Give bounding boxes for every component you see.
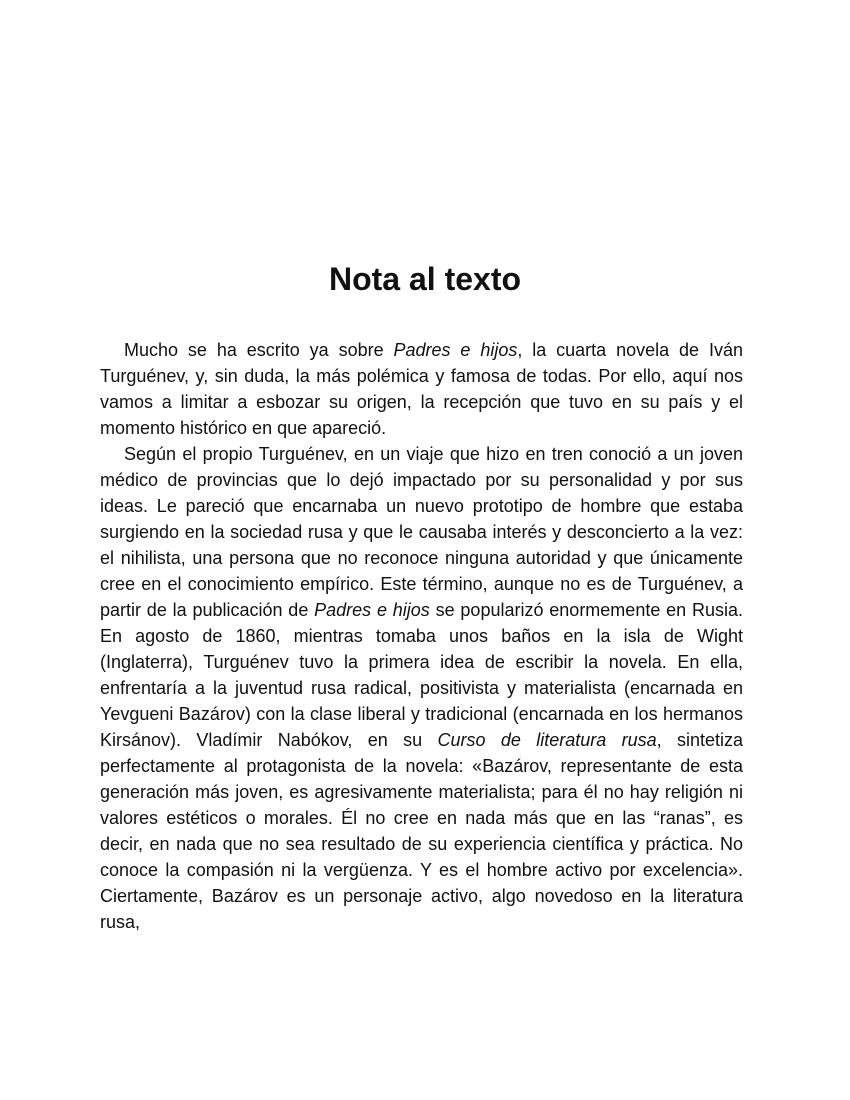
- italic-text-run: Padres e hijos: [393, 340, 518, 360]
- italic-text-run: Padres e hijos: [314, 600, 430, 620]
- paragraph: [100, 441, 743, 935]
- paragraph: [100, 337, 743, 441]
- text-run: se popularizó enormemente en Rusia. En agosto de 1860, mientras tomaba unos baños en la isla de Wight (Inglaterra), Turguénev tuvo la primera idea de escribir la novela. En ella, enfrentaría a la juventud rusa radical, positivista y materialista (encarnada en Yevgueni Bazárov) con la clase liberal y tradicional (encarnada en los hermanos Kirsánov). Vladímir Nabókov, en su: [100, 600, 743, 750]
- text-run: , sintetiza perfectamente al protagonista de la novela: «Bazárov, representante de esta generación más joven, es agresivamente materialista; para él no hay religión ni valores estéticos o morales. Él no cree en nada más que en las “ranas”, es decir, en nada que no sea resultado de su experiencia científica y práctica. No conoce la compasión ni la vergüenza. Y es el hombre activo por excelencia». Ciertamente, Bazárov es un personaje activo, algo novedoso en la literatura rusa,: [100, 730, 743, 932]
- text-run: , la cuarta novela de Iván Turguénev, y, sin duda, la más polémica y famosa de todas. Por ello, aquí nos vamos a limitar a esbozar su origen, la recepción que tuvo en su país y el momento histórico en que apareció.: [100, 340, 743, 438]
- page-title: Nota al texto: [328, 261, 522, 297]
- text-run: Según el propio Turguénev, en un viaje que hizo en tren conoció a un joven médico de provincias que lo dejó impactado por su personalidad y por sus ideas. Le pareció que encarnaba un nuevo prototipo de hombre que estaba surgiendo en la sociedad rusa y que le causaba interés y desconcierto a la vez: el nihilista, una persona que no reconoce ninguna autoridad y que únicamente cree en el conocimiento empírico. Este término, aunque no es de Turguénev, a partir de la publicación de: [100, 444, 743, 620]
- italic-text-run: Curso de literatura rusa: [437, 730, 657, 750]
- body-text: [100, 337, 743, 935]
- text-run: Mucho se ha escrito ya sobre: [124, 340, 394, 360]
